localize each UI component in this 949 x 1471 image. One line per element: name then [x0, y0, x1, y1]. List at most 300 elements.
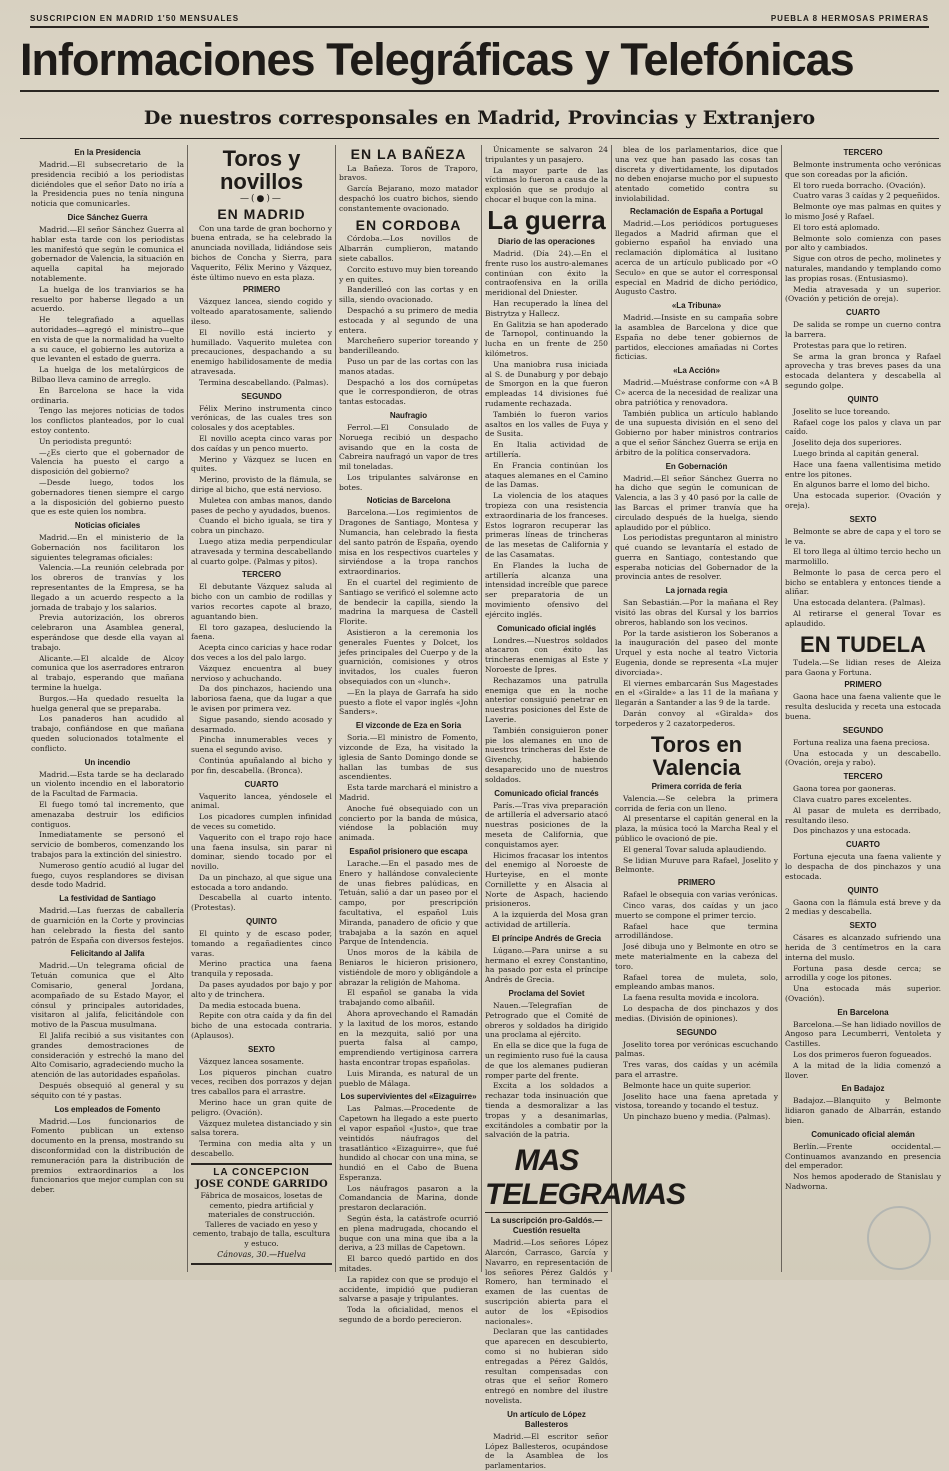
article-paragraph: Después obsequió al general y su séquito con té y pastas.	[31, 1080, 184, 1100]
article-big-heading: EN LA BAÑEZA	[350, 146, 467, 162]
article-paragraph: Madrid.—El señor Sánchez Guerra al hablar esta tarde con los periodistas les manifestó que según le comunica el gobernador de Valencia, la situación en aquella capital ha mejorado notablemente.	[31, 224, 184, 283]
article-paragraph: Rafael torea de muleta, solo, empleando ambas manos.	[615, 972, 778, 992]
col6b-article	[785, 1008, 941, 1081]
article-heading: Comunicado oficial alemán	[811, 1129, 915, 1139]
article-paragraph: Los panaderos han acudido al trabajo, confiándose en que mañana queden solucionados totalmente el conflicto.	[31, 714, 184, 753]
article-paragraph: Los piqueros pinchan cuatro veces, reciben dos porrazos y dejan tres caballos para el arrastre.	[191, 1067, 332, 1097]
article-paragraph: Joselito hace una faena apretada y vistosa, toreando y tocando el testuz.	[615, 1091, 778, 1111]
article-paragraph: Da un pinchazo, al que sigue una estocada a toro andando.	[191, 872, 332, 892]
article-paragraph: Despachó a su primero de media estocada y al segundo de una entera.	[339, 305, 478, 335]
subscription-note: SUSCRIPCION EN MADRID 1'50 MENSUALES	[30, 13, 240, 23]
article-paragraph: Ahora aprovechando el Ramadán y la laxitud de los moros, estando en la mezquita, salió por una puerta falsa al campo, emprendiendo vertiginosa carrera hasta encontrar tropas españolas.	[339, 1008, 478, 1067]
col3-article	[339, 496, 478, 717]
article-heading: La suscripción pro-Galdós.—Cuestión resuelta	[490, 1216, 603, 1236]
article-paragraph: Una estocada más superior. (Ovación).	[785, 984, 941, 1003]
article-paragraph: Dos pinchazos y una estocada.	[793, 826, 911, 836]
article-paragraph: Luego atiza media perpendicular atravesada y termina descabellando al cuarto golpe. (Palmas y pitos).	[191, 536, 332, 566]
advertisement-la-concepcion	[191, 1163, 332, 1265]
article-paragraph: Belmonte se abre de capa y el toro se le va.	[785, 526, 941, 546]
article-heading: CUARTO	[845, 840, 881, 850]
column-4	[482, 145, 685, 1471]
article-paragraph: En Flandes la lucha de artillería alcanza una intensidad increíble que parece ser preparatoria de un movimiento ofensivo del ejército inglés.	[485, 560, 608, 619]
article-paragraph: Termina con media alta y un descabello.	[191, 1139, 332, 1159]
col3-article	[339, 721, 478, 843]
article-paragraph: Félix Merino instrumenta cinco verónicas, de las cuales tres son colosales y dos aceptables.	[191, 403, 332, 433]
article-paragraph: Un pinchazo bueno y media. (Palmas).	[623, 1112, 771, 1122]
article-paragraph: Unos moros de la kábila de Beniaros le hicieron prisionero, vistiéndole de moro y obligándole a abrazar la religión de Mahoma.	[339, 948, 478, 987]
article-paragraph: Previa autorización, los obreros celebraron una Asamblea general, esperándose que desde ella vayan al trabajo.	[31, 613, 184, 652]
article-paragraph: Los dos primeros fueron fogueados.	[793, 1050, 932, 1060]
article-paragraph: Al pasar de muleta es derribado, resultando ileso.	[785, 805, 941, 825]
article-paragraph: Burgos.—Ha quedado resuelta la huelga general que se preparaba.	[31, 693, 184, 713]
article-paragraph: Descabella al cuarto intento. (Protestas).	[191, 893, 332, 913]
article-paragraph: Cásares es alcanzado sufriendo una herida de 3 centímetros en la cara interna del muslo.	[785, 933, 941, 962]
article-paragraph: La violencia de los ataques tropieza con una resistencia extraordinaria de los franceses. Estos lograron recuperar las primeras líneas de trincheras de las mesetas de California y de las Casamatas.	[485, 491, 608, 559]
article-heading: Comunicado oficial inglés	[496, 623, 597, 633]
article-paragraph: Una estocada y un descabello. (Ovación, oreja y rabo).	[785, 748, 941, 768]
en-madrid-heading: EN MADRID	[217, 205, 306, 222]
article-paragraph: San Sebastián.—Por la mañana el Rey visitó las obras del Kursal y los barrios obreros, hablando son los vecinos.	[615, 598, 778, 627]
tudela-article	[785, 680, 941, 721]
valencia-article	[615, 878, 778, 1023]
article-heading: Reclamación de España a Portugal	[630, 206, 763, 216]
article-paragraph: Continúa apuñalando al bicho y por fin, descabella. (Bronca).	[191, 755, 332, 775]
article-heading: SEGUNDO	[241, 391, 282, 401]
article-paragraph: Merino, provisto de la flámula, se dirige al bicho, que está nervioso.	[191, 475, 332, 494]
ad-line: Talleres de vaciado en yeso y cemento, trabajo de talla, escultura y estuco.	[192, 1219, 331, 1248]
war-article	[485, 789, 608, 930]
article-paragraph: Lúgano.—Para unirse a su hermano el exrey Constantino, ha pasado por esta el príncipe Andrés de Grecia.	[485, 945, 608, 985]
article-heading: Noticias oficiales	[74, 521, 141, 531]
col3-article	[339, 1092, 478, 1325]
article-paragraph: El toro llega al último tercio hecho un marmolillo.	[785, 547, 941, 567]
article-paragraph: El viernes embarcarán Sus Magestades en el «Giralde» a las 11 de la mañana y llegarán a Santander a las 9 de la tarde.	[615, 678, 778, 708]
article-heading: En Barcelona	[837, 1007, 889, 1017]
article-paragraph: En ella se dice que la fuga de un regimiento ruso fué la causa de que los alemanes pudieran romper parte del frente.	[485, 1041, 608, 1080]
article-paragraph: De salida se rompe un cuerno contra la barrera.	[785, 320, 941, 339]
article-paragraph: El toro gazapea, desluciendo la faena.	[191, 622, 332, 642]
article-paragraph: Al retirarse el general Tovar es aplaudido.	[785, 609, 941, 628]
article-paragraph: Vaquerito con el trapo rojo hace una faena insulsa, sin parar ni dominar, siendo tocado por el novillo.	[191, 832, 332, 872]
col1-article	[31, 949, 184, 1100]
article-paragraph: Hicimos fracasar los intentos del enemigo al Noroeste de Hurteyise, en el monte Cornillette y en Alsacia al Norte de Aspach, haciendo prisioneros.	[485, 850, 608, 909]
article-heading: La festividad de Santiago	[59, 894, 156, 904]
col5-article	[615, 366, 778, 457]
article-heading: Dice Sánchez Guerra	[67, 212, 148, 222]
article-paragraph: —Desde luego, todos los gobernadores tienen siempre el cargo a la disposición del gobierno puesto que es este quien los nombra.	[31, 477, 184, 517]
article-paragraph: Con una tarde de gran bochorno y buena entrada, se ha celebrado la anunciada novillada, lidiándose seis bichos de Concha y Sierra, para Vaquerito, Félix Merino y Vázquez, éste último nuevo en esta plaza.	[191, 223, 332, 282]
article-paragraph: Declaran que las cantidades que aparecen en descubierto, como si no hubieran sido entregadas a Pérez Galdós, resultan compensadas con otras que el señor Romero entregó en nombre del ilustre novelista.	[485, 1327, 608, 1405]
article-heading: Un incendio	[84, 757, 131, 767]
article-paragraph: Madrid.—En el ministerio de la Gobernación nos facilitaron los siguientes telegramas oficiales:	[31, 533, 184, 562]
toros-valencia-title: Toros en Valencia	[650, 731, 743, 780]
article-heading: PRIMERO	[844, 680, 882, 690]
article-heading: PRIMERO	[242, 285, 281, 295]
col1-article	[31, 213, 184, 517]
article-heading: «La Acción»	[673, 366, 720, 376]
article-paragraph: Belmonte oye mas palmas en quites y lo mismo José y Rafael.	[785, 202, 941, 221]
article-paragraph: En algunos barre el lomo del bicho.	[793, 480, 930, 490]
article-paragraph: García Bejarano, mozo matador despachó los cuatro bichos, siendo constantemente ovacionado.	[339, 184, 478, 213]
article-paragraph: Al presentarse el capitán general en la plaza, la música tocó la Marcha Real y el público le ovacionó de pie.	[615, 814, 778, 844]
article-heading: Comunicado oficial francés	[494, 788, 599, 798]
article-heading: SEXTO	[849, 921, 877, 931]
article-paragraph: En el cuartel del regimiento de Santiago se verificó el solemne acto de bendecir la capilla, siendo la madrina la marquesa de Castell Florite.	[339, 578, 478, 627]
article-paragraph: Madrid. (Día 24).—En el frente ruso los austro-alemanes continúan con éxito la contraofensiva en la orilla meridional del Dniester.	[485, 249, 608, 298]
valencia-article	[615, 1028, 778, 1122]
article-paragraph: También lo fueron varios asaltos en los valles de Fuya y de Susita.	[485, 409, 608, 439]
article-paragraph: El toro rueda borracho. (Ovación).	[793, 180, 926, 190]
article-paragraph: La faena resulta movida e incolora.	[623, 993, 759, 1003]
article-paragraph: Belmonte hace un quite superior.	[623, 1080, 752, 1090]
article-paragraph: blea de los parlamentarios, dice que una vez que han pasado las cosas tan discreta y divertidamente, los diputados no deben enojarse mucho por el supuesto atentado cometido contra su inviolabilidad.	[615, 145, 778, 203]
la-guerra-title: La guerra	[487, 204, 606, 235]
column-1	[28, 145, 188, 1272]
col6-article	[785, 515, 941, 629]
article-paragraph: Esta tarde marchará el ministro a Madrid.	[339, 783, 478, 802]
bout-article	[191, 917, 332, 1041]
col6b-article	[785, 1084, 941, 1125]
article-paragraph: Madrid.—Un telegrama oficial de Tetuán comunica que el Alto Comisario, general Jordana, acompañado de su Estado Mayor, el cónsul y principales autoridades, visitaron al jalifa, felicitándole con motivo de la Pascua musulmana.	[31, 961, 184, 1030]
article-heading: QUINTO	[246, 917, 277, 927]
bout-article	[191, 570, 332, 775]
article-paragraph: Cuando el bicho iguala, se tira y cobra un pinchazo.	[191, 516, 332, 536]
article-heading: Diario de las operaciones	[498, 237, 595, 247]
article-paragraph: Joselito se luce toreando.	[793, 406, 891, 416]
article-paragraph: El fuego tomó tal incremento, que amenazaba destruir los edificios contiguos.	[31, 800, 184, 829]
article-heading: El príncipe Andrés de Grecia	[491, 933, 602, 943]
article-paragraph: Numeroso gentío acudió al lugar del fuego, cuyos resplandores se divisan desde todo Madrid.	[31, 860, 184, 890]
article-paragraph: —¿Es cierto que el gobernador de Valencia ha puesto el cargo a disposición del gobierno?	[31, 447, 184, 477]
article-paragraph: Cuatro varas 3 caídas y 2 pequeñidos.	[793, 191, 940, 201]
article-paragraph: Asistieron a la ceremonia los generales Fuentes y Dolcet, los jefes principales del Cuerpo y de la guarnición, comisiones y otros invitados, los cuales fueron obsequiados con un «lunch».	[339, 628, 478, 687]
article-paragraph: La Bañeza. Toros de Traporo, bravos.	[339, 163, 478, 183]
article-paragraph: Belmonte solo comienza con pases por alto y cambiados.	[785, 233, 941, 253]
article-heading: SEXTO	[849, 514, 877, 524]
article-paragraph: Madrid.—Las fuerzas de caballería de guarnición en la Corte y provincias han celebrado la fiesta del santo patrón de España con diversos festejos.	[31, 906, 184, 945]
article-heading: Naufragio	[389, 410, 428, 420]
article-paragraph: Madrid.—Los funcionarios de Fomento publican un extenso documento en la prensa, mostrando su disconformidad con la distribución de remuneración para la distribución de premios extraordinarios a los funcionarios que mejor cumplan con su deber.	[31, 1116, 184, 1195]
article-paragraph: Despachó a los dos cornúpetas que le correspondieron, de otras tantas estocadas.	[339, 377, 478, 407]
article-paragraph: A la izquierda del Mosa gran actividad de artillería.	[485, 910, 608, 930]
article-paragraph: Merino practica una faena tranquila y reposada.	[191, 959, 332, 979]
library-watermark-seal	[867, 1206, 931, 1270]
article-paragraph: Rafael hace que termina arrodillándose.	[615, 921, 778, 941]
col3-article	[339, 218, 478, 407]
section-subhead: De nuestros corresponsales en Madrid, Provincias y Extranjero	[20, 98, 939, 139]
bout-article	[191, 780, 332, 914]
article-paragraph: El español se ganaba la vida trabajando como albañil.	[339, 988, 478, 1008]
article-paragraph: Merino y Vázquez se lucen en quites.	[191, 454, 332, 474]
mas-telegramas-banner: MAS TELEGRAMAS	[485, 1144, 685, 1212]
article-paragraph: Gaona torea por gaoneras.	[793, 784, 896, 794]
col3-article	[339, 147, 478, 214]
article-paragraph: Da pases ayudados por bajo y por alto y de trinchera.	[191, 980, 332, 999]
col4b-article	[485, 1216, 608, 1406]
article-paragraph: La rapidez con que se produjo el accidente, impidió que pudieran salvarse a pasaje y tripulantes.	[339, 1274, 478, 1304]
article-paragraph: Da media estocada buena.	[199, 1000, 301, 1010]
col5-article	[615, 207, 778, 297]
article-paragraph: Sigue con otros de pecho, molinetes y naturales, mandando y templando como las propias rosas. (Entusiasmo).	[785, 254, 941, 283]
ad-line: Fábrica de mosaicos, losetas de cemento, piedra artificial y materiales de construcción.	[200, 1191, 323, 1220]
article-paragraph: Madrid.—El señor Sánchez Guerra no ha dicho que según le comunican de Valencia, a las 3 y 40 pasó por la calle de las Barcas el primer tranvía que ha circulado después de la huelga, siendo aplaudido por el público.	[615, 473, 778, 532]
toros-novillos-title: Toros y novillos	[219, 146, 304, 195]
article-paragraph: El debutante Vázquez saluda al bicho con un cambio de rodillas y varios recortes capote al brazo, aguantando bien.	[191, 582, 332, 621]
article-heading: «La Tribuna»	[671, 301, 722, 311]
article-heading: La jornada regia	[665, 586, 728, 596]
toros-valencia-subtitle: Primera corrida de feria	[651, 781, 742, 791]
article-paragraph: Merino hace un gran quite de peligro. (Ovación).	[191, 1098, 332, 1117]
article-paragraph: Los picadores cumplen infinidad de veces su cometido.	[191, 812, 332, 831]
article-paragraph: El toro está aplomado.	[793, 222, 880, 232]
article-paragraph: —En la playa de Garrafa ha sido puesto a flote el vapor inglés «John Sanders».	[339, 687, 478, 717]
article-paragraph: Lo despacha de dos pinchazos y dos medias. (División de opiniones).	[615, 1003, 778, 1023]
ad-name: JOSE CONDE GARRIDO	[195, 1178, 328, 1190]
header-right-note: PUEBLA 8 HERMOSAS PRIMERAS	[770, 13, 929, 23]
article-paragraph: Se lidian Muruve para Rafael, Joselito y Belmonte.	[615, 855, 778, 875]
war-article	[485, 934, 608, 985]
article-heading: TERCERO	[241, 570, 282, 580]
article-paragraph: A la mitad de la lidia comenzó a llover.	[785, 1060, 941, 1080]
article-paragraph: Nauen.—Telegrafían de Petrogrado que el Comité de obreros y soldados ha dirigido una proclama al ejército.	[485, 1001, 608, 1040]
col5-article	[615, 462, 778, 583]
article-heading: En Gobernación	[665, 461, 728, 471]
col3-article	[339, 847, 478, 1088]
article-paragraph: Valencia.—Se celebra la primera corrida de feria con un lleno.	[615, 793, 778, 813]
article-paragraph: También publica un artículo hablando de una supuesta división en el seno del Gobierno por haber ministros contrarios a que el señor Sánchez Guerra se erija en árbitro de la política conservadora.	[615, 408, 778, 457]
article-paragraph: También consiguieron poner pie los alemanes en uno de nuestros trincheras del Este de Givenchy, habiendo desaparecido uno de nuestros soldados.	[485, 725, 608, 784]
article-paragraph: Da dos pinchazos, haciendo una laboriosa faena, que da lugar a que le avisen por primera vez.	[191, 684, 332, 713]
article-paragraph: Berlín.—Frente occidental.—Continuamos avanzando en presencia del emperador.	[785, 1141, 941, 1171]
article-paragraph: Badajoz.—Blanquito y Belmonte lidiaron ganado de Albarrán, estando bien.	[785, 1096, 941, 1126]
article-heading: TERCERO	[843, 148, 883, 157]
article-heading: QUINTO	[847, 394, 879, 404]
article-paragraph: La mayor parte de las víctimas lo fueron a causa de la explosión que se produjo al chocar el buque con la mina.	[485, 165, 608, 204]
article-paragraph: Fortuna realiza una faena preciosa.	[793, 737, 930, 747]
war-article	[485, 989, 608, 1140]
article-heading: Los empleados de Fomento	[54, 1104, 161, 1114]
article-paragraph: Valencia.—La reunión celebrada por los obreros de tranvías y los representantes de la Empresa, se ha llegado a un acuerdo respecto a la jornada de trabajo y los salarios.	[31, 563, 184, 612]
col1-article	[31, 1105, 184, 1195]
article-paragraph: Acepta cinco caricias y hace rodar dos veces a los del palo largo.	[191, 643, 332, 662]
article-paragraph: Por la tarde asistieron los Soberanos a la inauguración del paseo del monte Urquel y esta noche al teatro Victoria Eugenia, donde se representa «La mujer divorciada».	[615, 628, 778, 677]
en-tudela-title: EN TUDELA	[800, 631, 926, 657]
article-paragraph: Las Palmas.—Procedente de Capetown ha llegado a este puerto el vapor español «Justo», que trae veintidós náufragos del trasatlántico «Eizaguirre», que fué hundido al chocar con una mina, se hundió en el Cabo de Buena Esperanza.	[339, 1104, 478, 1182]
article-paragraph: La huelga de los tranviarios se ha resuelto por haberse llegado a un acuerdo.	[31, 284, 184, 314]
article-paragraph: Cinco varas, dos caídas y un jaco muerto se compone el primer tercio.	[615, 901, 778, 920]
article-heading: En la Presidencia	[74, 148, 141, 157]
article-paragraph: En Francia continúan los ataques alemanes en el Camino de las Damas.	[485, 460, 608, 490]
article-paragraph: Soria.—El ministro de Fomento, vizconde de Eza, ha visitado la iglesia de Santo Domingo donde se hallan las tumbas de sus ascendientes.	[339, 733, 478, 782]
col1-article	[31, 148, 184, 209]
article-heading: PRIMERO	[677, 878, 716, 888]
article-heading: Proclama del Soviet	[508, 989, 585, 999]
article-paragraph: Gaona hace una faena valiente que le resulta deslucida y receta una estocada buena.	[785, 692, 941, 721]
article-heading: Felicitando al Jalifa	[70, 949, 145, 959]
article-heading: Español prisionero que escapa	[349, 846, 468, 856]
article-paragraph: Termina descabellando. (Palmas).	[199, 377, 329, 387]
tudela-article	[785, 840, 941, 881]
bout-article	[191, 285, 332, 387]
ad-title: LA CONCEPCION	[213, 1166, 310, 1178]
article-paragraph: En Italia actividad de artillería.	[485, 440, 608, 460]
article-paragraph: José dibuja uno y Belmonte en otro se mete materialmente en la cabeza del toro.	[615, 942, 778, 971]
article-paragraph: Repite con otra caída y da fin del bicho de una estocada contraria. (Aplausos).	[191, 1011, 332, 1041]
col6-article	[785, 395, 941, 511]
article-paragraph: Alicante.—El alcalde de Alcoy comunica que los aserradores entraron al trabajo, esperando que mañana termine la huelga.	[31, 653, 184, 693]
column-2	[188, 145, 336, 1272]
column-3	[336, 145, 482, 1325]
article-paragraph: La huelga de los metalúrgicos de Bilbao lleva camino de arreglo.	[31, 365, 184, 384]
article-paragraph: Belmonte lo pasa de cerca pero el bicho se entablera y entonces tiende a aliñar.	[785, 567, 941, 597]
article-heading: Los supervivientes del «Eizaguirre»	[340, 1092, 477, 1102]
col6-article	[785, 308, 941, 391]
column-6	[782, 145, 944, 1272]
article-paragraph: Joselito torea por verónicas escuchando palmas.	[615, 1039, 778, 1059]
article-paragraph: Rechazamos una patrulla enemiga que en la noche anterior consiguió penetrar en nuestras posiciones del Este de Laverie.	[485, 675, 608, 724]
article-paragraph: Puso un par de las cortas con las manos atadas.	[339, 356, 478, 376]
article-paragraph: Han recuperado la línea del Bistrytza y Hallecz.	[485, 299, 608, 318]
article-paragraph: Madrid.—Los señores López Alarcón, Carrasco, García y Navarro, en representación de los señores Pérez Galdós y Romero, han terminado el examen de las cuentas de suscripción abierta para el autor de los «Episodios nacionales».	[485, 1238, 608, 1326]
article-paragraph: Tengo las mejores noticias de todos los conflictos planteados, por lo cual estoy contento.	[31, 406, 184, 435]
article-heading: CUARTO	[845, 308, 881, 318]
article-paragraph: Los periodistas preguntaron al ministro qué cuando se levantaría el estado de guerra en Santiago, contestando que esperaba noticias del Gobernador de la provincia antes de resolver.	[615, 533, 778, 582]
article-paragraph: Tres varas, dos caídas y un acémila para el arrastre.	[615, 1060, 778, 1079]
article-paragraph: Toda la oficialidad, menos el segundo de a bordo perecieron.	[339, 1305, 478, 1325]
article-paragraph: Vázquez encuentra al buey nervioso y achuchando.	[191, 663, 332, 683]
tudela-article	[785, 772, 941, 836]
col4b-article	[485, 1410, 608, 1471]
col1-article	[31, 894, 184, 945]
article-paragraph: Luego brinda al capitán general.	[793, 448, 919, 458]
article-paragraph: Belmonte instrumenta ocho verónicas que son coreadas por la afición.	[785, 160, 941, 179]
article-heading: El vizconde de Eza en Soria	[355, 721, 462, 731]
article-big-heading: EN CORDOBA	[355, 216, 462, 233]
article-paragraph: Clava cuatro pares excelentes.	[793, 794, 912, 804]
article-paragraph: Los tripulantes salváronse en botes.	[339, 472, 478, 492]
article-paragraph: Anoche fué obsequiado con un concierto por la banda de música, viéndose la población muy animada.	[339, 803, 478, 843]
article-paragraph: Pincha innumerables veces y suena el segundo aviso.	[191, 735, 332, 755]
article-heading: SEGUNDO	[676, 1027, 717, 1037]
article-paragraph: Madrid.—Insiste en su campaña sobre la asamblea de Barcelona y dice que España no debe tener gobiernos de partidos, elecciones amañadas ni Cortes ficticias.	[615, 313, 778, 362]
article-paragraph: Ferrol.—El Consulado de Noruega recibió un despacho avisando que en la costa de Cabreira naufragó un vapor de tres mil toneladas.	[339, 422, 478, 472]
col3-article	[339, 411, 478, 493]
article-heading: QUINTO	[847, 885, 879, 895]
article-paragraph: El barco quedó partido en dos mitades.	[339, 1254, 478, 1274]
article-paragraph: Inmediatamente se personó el servicio de bomberos, comenzando los trabajos para la extinción del siniestro.	[31, 830, 184, 859]
col1-article	[31, 521, 184, 754]
col5-article	[615, 301, 778, 362]
col6b-article	[785, 1130, 941, 1192]
article-paragraph: El quinto y de escaso poder, tomando a regañadientes cinco varas.	[191, 929, 332, 958]
article-paragraph: Vázquez muletea distanciado y sin salsa torera.	[191, 1118, 332, 1138]
article-paragraph: Larache.—En el pasado mes de Enero y hallándose convaleciente de unas fiebres palúdicas, en Tetuán, salió a dar un paseo por el campo, por prescripción facultativa, el español Luis Miranda, panadero de oficio y que trabajaba a la sazón en aquel Parque de Intendencia.	[339, 858, 478, 947]
article-paragraph: He telegrafiado a aquellas autoridades—agregó el ministro—que en vista de que la normalidad ha vuelto a su cauce, el gobierno les autoriza a que levanten el estado de guerra.	[31, 315, 184, 364]
article-paragraph: El Jalifa recibió a sus visitantes con grandes demostraciones de consideración y estrechó la mano del Alto Comisario, agradeciendo mucho la atención de las autoridades españolas.	[31, 1030, 184, 1080]
article-paragraph: Madrid.—El subsecretario de la presidencia recibió a los periodistas diciéndoles que el señor Dato no iría a la Presidencia pues no tenía ninguna noticia que comunicarles.	[31, 160, 184, 209]
bout-article	[191, 1045, 332, 1159]
ornament-divider: —(●)—	[240, 194, 283, 205]
article-paragraph: Un periodista preguntó:	[39, 436, 132, 446]
article-heading: SEGUNDO	[842, 725, 884, 735]
article-heading: Un artículo de López Ballesteros	[507, 1409, 586, 1429]
article-paragraph: Banderilleó con las cortas y en silla, siendo ovacionado.	[339, 285, 478, 305]
article-paragraph: Los náufragos pasaron a la Comandancia de Marina, donde prestaron declaración.	[339, 1183, 478, 1213]
article-paragraph: Marcheñero superior toreando y banderilleando.	[339, 336, 478, 356]
article-paragraph: Gaona con la flámula está breve y da 2 medias y descabella.	[785, 897, 941, 917]
article-heading: SEXTO	[248, 1044, 275, 1054]
article-paragraph: Una estocada delantera. (Palmas).	[793, 598, 926, 608]
article-paragraph: Protestas para que lo retiren.	[793, 340, 907, 350]
article-paragraph: Rafael le obsequia con varias verónicas.	[623, 890, 778, 900]
article-paragraph: Madrid.—El escritor señor López Ballesteros, ocupándose de la Asamblea de los parlamentarios.	[485, 1431, 608, 1471]
article-paragraph: Fortuna ejecuta una faena valiente y lo despacha de dos pinchazos y una estocada.	[785, 852, 941, 881]
article-heading: Noticias de Barcelona	[366, 496, 451, 506]
war-article	[485, 624, 608, 785]
col5-article	[615, 586, 778, 728]
article-paragraph: Sigue pasando, siendo acosado y desarmado.	[191, 714, 332, 734]
article-paragraph: Una maniobra rusa iniciada al S. de Dunaburg y por debajo de Smorgon en la que fueron empleadas 14 divisiones fué rudamente rechazada.	[485, 359, 608, 409]
article-paragraph: Darán convoy al «Giralda» dos torpederos y 2 cazatorpederos.	[615, 709, 778, 728]
article-paragraph: Madrid.—Los periódicos portugueses llegados a Madrid afirman que el gobierno español ha enviado una reclamación diplomática al lusitano acerca de un artículo publicado por «O Seculo» en que se autor el corresponsal especial en Madrid de dicho periódico, Augusto Castro.	[615, 218, 778, 297]
col1-article	[31, 758, 184, 891]
article-heading: CUARTO	[244, 779, 279, 789]
article-paragraph: Madrid.—Muéstrase conforme con «A B C» acerca de la necesidad de realizar una obra patriótica y renovadora.	[615, 378, 778, 407]
article-paragraph: Vaquerito lancea, yéndosele el animal.	[191, 791, 332, 811]
masthead-title: Informaciones Telegráficas y Telefónicas	[20, 30, 939, 92]
article-paragraph: Luis Miranda, es natural de un pueblo de Málaga.	[339, 1068, 478, 1088]
article-paragraph: Tudela.—Se lidian reses de Aleiza para Gaona y Fortuna.	[785, 657, 941, 677]
tudela-article	[785, 921, 941, 1004]
article-paragraph: Una estocada superior. (Ovación y oreja).	[785, 491, 941, 510]
article-paragraph: El novillo acepta cinco varas por dos caídas y un penco muerto.	[191, 434, 332, 453]
article-paragraph: En Galitzia se han apoderado de Tarnopol, continuando la lucha en un frente de 250 kilómetros.	[485, 319, 608, 359]
article-paragraph: Según ésta, la catástrofe ocurrió en plena madrugada, chocando el buque con una mina que iba a la deriva, a 23 millas de Capetown.	[339, 1214, 478, 1253]
article-paragraph: Nos hemos apoderado de Stanislau y Nadworna.	[785, 1172, 941, 1192]
article-paragraph: Se arma la gran bronca y Rafael aprovecha y tras breves pases da una estocada delantera y descabella al segundo golpe.	[785, 351, 941, 390]
article-heading: TERCERO	[843, 772, 883, 782]
tudela-article	[785, 726, 941, 768]
article-paragraph: Londres.—Nuestros soldados atacaron con éxito las trincheras enemigas al Este y Noroeste de Ipres.	[485, 635, 608, 674]
article-paragraph: París.—Tras viva preparación de artillería el adversario atacó nuestras posiciones de la meseta de California, que conquistamos ayer.	[485, 800, 608, 849]
bout-article	[191, 392, 332, 567]
top-strip	[30, 10, 929, 28]
article-heading: En Badajoz	[841, 1084, 885, 1094]
column-5	[612, 145, 782, 1272]
tudela-article	[785, 886, 941, 918]
article-paragraph: El novillo está incierto y humillado. Vaquerito muletea con precauciones, despachando a su enemigo habilidosamente de media atravesada.	[191, 327, 332, 377]
article-paragraph: Madrid.—Esta tarde se ha declarado un violento incendio en el laboratorio de la Facultad de Farmacia.	[31, 769, 184, 799]
article-paragraph: Córdoba.—Los novillos de Albarrán cumplieron, matando siete caballos.	[339, 234, 478, 263]
col6-article	[785, 148, 941, 304]
article-paragraph: Hace una faena vallentisima metido entre los pitones.	[785, 459, 941, 479]
war-article	[485, 237, 608, 619]
article-paragraph: Vázquez lancea sosamente.	[199, 1056, 304, 1066]
article-paragraph: Barcelona.—Se han lidiado novillos de Angoso para Lecumberri, Ventoleta y Castilles.	[785, 1019, 941, 1049]
article-paragraph: Media atravesada y un superior. (Ovación y petición de oreja).	[785, 284, 941, 304]
article-paragraph: Únicamente se salvaron 24 tripulantes y un pasajero.	[485, 145, 608, 164]
article-paragraph: Muletea con ambas manos, dando pases de pecho y ayudados, buenos.	[191, 495, 332, 515]
article-paragraph: Vázquez lancea, siendo cogido y volteado aparatosamente, saliendo ileso.	[191, 297, 332, 327]
article-paragraph: Joselito deja dos superiores.	[793, 438, 902, 448]
article-paragraph: Excita a los soldados a rechazar toda insinuación que tienda a desmoralizar a las tropas y a desanimarlas, excitándoles a combatir por la salvación de la patria.	[485, 1081, 608, 1140]
article-paragraph: En Barcelona se hace la vida ordinaria.	[31, 385, 184, 405]
article-paragraph: Fortuna pasa desde cerca; se arrodilla y coge los pitones.	[785, 963, 941, 983]
article-paragraph: Rafael coge los palos y clava un par caído.	[785, 417, 941, 437]
ad-address: Cánovas, 30.—Huelva	[217, 1250, 306, 1260]
article-paragraph: El general Tovar saluda aplaudiendo.	[623, 844, 767, 854]
article-paragraph: Corcito estuvo muy bien toreando y en quites.	[339, 264, 478, 284]
